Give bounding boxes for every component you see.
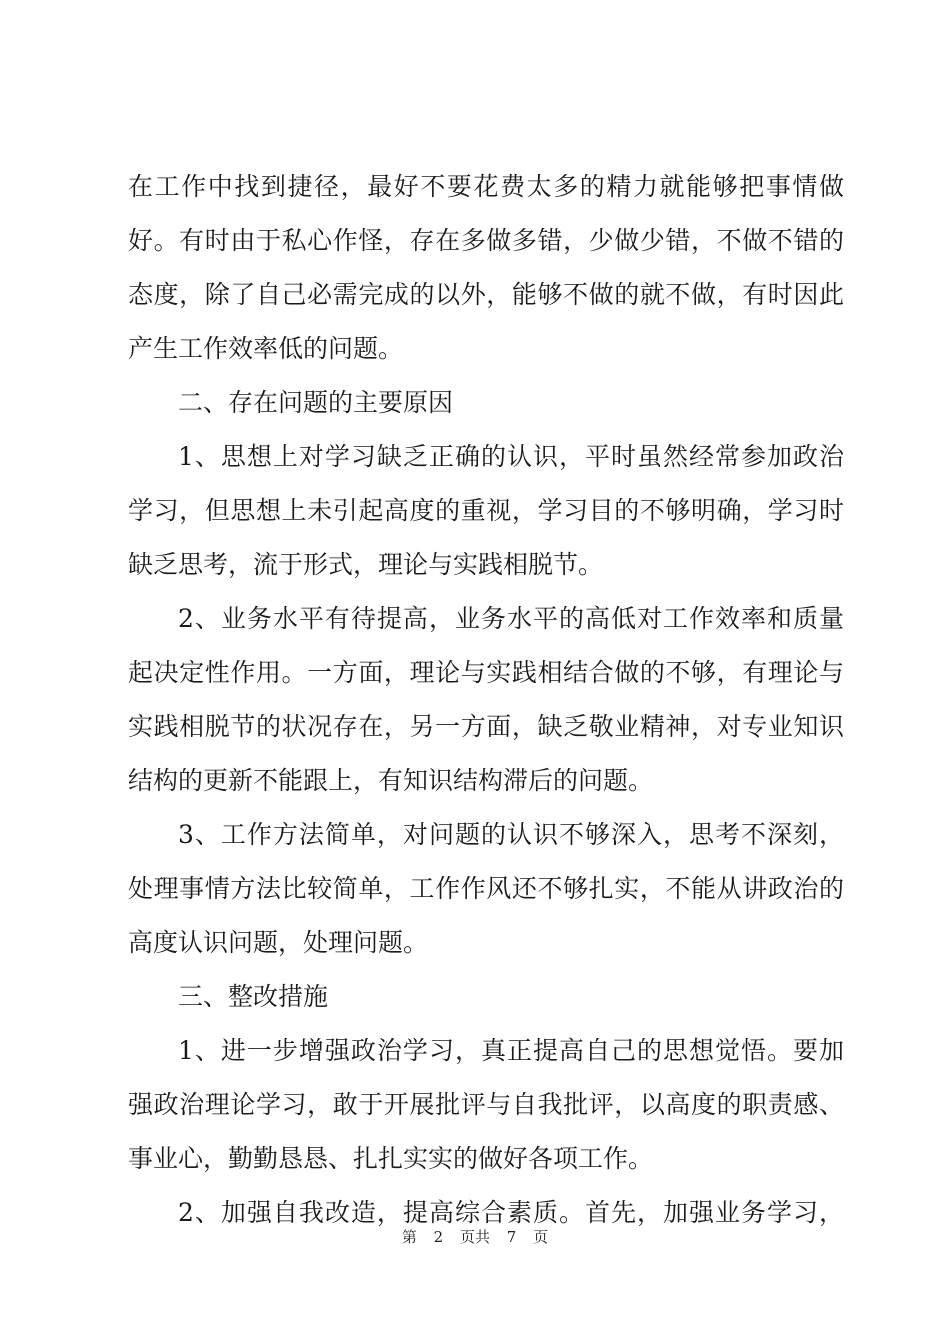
text-line: 2、加强自我改造，提高综合素质。首先，加强业务学习， <box>178 1198 844 1227</box>
paragraph-cause-3 <box>128 808 844 970</box>
text-line: 事业心，勤勤恳恳、扎扎实实的做好各项工作。 <box>128 1144 654 1173</box>
text-line: 缺乏思考，流于形式，理论与实践相脱节。 <box>128 550 604 579</box>
text-line: 学习，但思想上未引起高度的重视，学习目的不够明确，学习时 <box>128 496 844 525</box>
paragraph-continuation <box>128 160 844 376</box>
text-line: 3、工作方法简单，对问题的认识不够深入，思考不深刻， <box>178 820 844 849</box>
paragraph-measure-1 <box>128 1024 844 1186</box>
paragraph-cause-1 <box>128 430 844 592</box>
text-line: 2、业务水平有待提高，业务水平的高低对工作效率和质量 <box>178 604 844 633</box>
section-heading-measures <box>128 970 844 1024</box>
text-line: 产生工作效率低的问题。 <box>128 334 404 363</box>
text-line: 起决定性作用。一方面，理论与实践相结合做的不够，有理论与 <box>128 658 844 687</box>
text-line: 1、思想上对学习缺乏正确的认识，平时虽然经常参加政治 <box>178 442 844 471</box>
page-footer: 第 2 页共 7 页 <box>401 1228 549 1246</box>
section-heading-causes <box>128 376 844 430</box>
text-line: 处理事情方法比较简单，工作作风还不够扎实，不能从讲政治的 <box>128 874 844 903</box>
text-line: 结构的更新不能跟上，有知识结构滞后的问题。 <box>128 766 654 795</box>
text-line: 实践相脱节的状况存在，另一方面，缺乏敬业精神，对专业知识 <box>128 712 844 741</box>
text-line: 在工作中找到捷径，最好不要花费太多的精力就能够把事情做 <box>128 172 844 201</box>
document-body <box>128 160 844 1240</box>
paragraph-cause-2 <box>128 592 844 808</box>
text-line: 1、进一步增强政治学习，真正提高自己的思想觉悟。要加 <box>178 1036 844 1065</box>
text-line: 高度认识问题，处理问题。 <box>128 928 429 957</box>
text-line: 强政治理论学习，敢于开展批评与自我批评，以高度的职责感、 <box>128 1090 844 1119</box>
text-line: 好。有时由于私心作怪，存在多做多错，少做少错，不做不错的 <box>128 226 844 255</box>
heading-text: 二、存在问题的主要原因 <box>178 388 454 417</box>
heading-text: 三、整改措施 <box>178 982 329 1011</box>
text-line: 态度，除了自己必需完成的以外，能够不做的就不做，有时因此 <box>128 280 844 309</box>
